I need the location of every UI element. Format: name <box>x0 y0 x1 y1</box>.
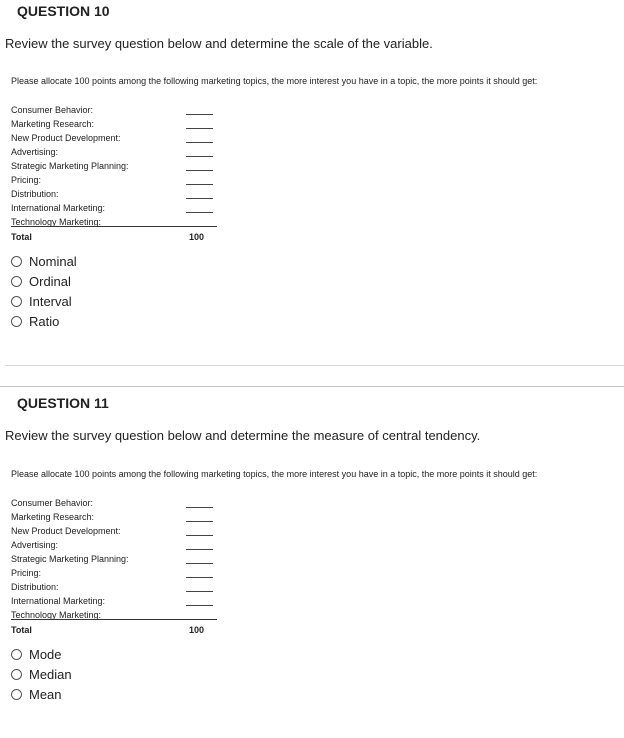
points-blank <box>186 210 213 213</box>
table-row <box>11 117 217 131</box>
table-row <box>11 580 217 594</box>
total-label: Total <box>11 232 32 242</box>
section-divider <box>5 365 624 366</box>
table-row <box>11 524 217 538</box>
topic-label: International Marketing: <box>11 596 106 606</box>
option-ordinal[interactable] <box>11 272 71 290</box>
topic-label: Pricing: <box>11 568 42 578</box>
topic-label: Advertising: <box>11 540 59 550</box>
topic-label: Distribution: <box>11 189 59 199</box>
points-blank <box>186 575 213 578</box>
topic-label: New Product Development: <box>11 133 121 143</box>
table-row <box>11 552 217 566</box>
topic-label: New Product Development: <box>11 526 121 536</box>
topic-label: Marketing Research: <box>11 119 95 129</box>
option-label: Nominal <box>29 253 77 269</box>
points-blank <box>186 561 213 564</box>
table-row <box>11 131 217 145</box>
points-blank <box>186 589 213 592</box>
radio-button[interactable] <box>11 256 22 267</box>
topic-label: Strategic Marketing Planning: <box>11 161 129 171</box>
points-blank <box>186 519 213 522</box>
table-row <box>11 566 217 580</box>
topic-label: Technology Marketing: <box>11 610 102 620</box>
table-row <box>11 594 217 608</box>
question-10-instruction: Please allocate 100 points among the following marketing topics, the more interest you have in a topic, the more points it should get: <box>11 76 538 86</box>
total-label: Total <box>11 625 32 635</box>
table-row <box>11 159 217 173</box>
option-ratio[interactable] <box>11 312 59 330</box>
radio-button[interactable] <box>11 316 22 327</box>
option-label: Interval <box>29 293 72 309</box>
table-row <box>11 187 217 201</box>
option-mean[interactable] <box>11 685 62 703</box>
question-10-prompt: Review the survey question below and determine the scale of the variable. <box>5 36 433 51</box>
table-row <box>11 145 217 159</box>
total-divider <box>11 226 217 227</box>
table-row <box>11 103 217 117</box>
table-row <box>11 496 217 510</box>
option-label: Median <box>29 666 72 682</box>
question-11-instruction: Please allocate 100 points among the following marketing topics, the more interest you have in a topic, the more points it should get: <box>11 469 538 479</box>
total-divider <box>11 619 217 620</box>
table-row <box>11 538 217 552</box>
points-blank <box>186 112 213 115</box>
option-median[interactable] <box>11 665 72 683</box>
radio-button[interactable] <box>11 276 22 287</box>
topic-label: Pricing: <box>11 175 42 185</box>
points-blank <box>186 196 213 199</box>
option-nominal[interactable] <box>11 252 77 270</box>
total-value: 100 <box>189 232 205 242</box>
table-row <box>11 173 217 187</box>
topic-label: Consumer Behavior: <box>11 498 94 508</box>
option-mode[interactable] <box>11 645 62 663</box>
points-blank <box>186 168 213 171</box>
total-value: 100 <box>189 625 205 635</box>
question-10-points-table <box>11 103 217 244</box>
total-row <box>11 230 217 244</box>
question-divider <box>0 386 624 387</box>
topic-label: Technology Marketing: <box>11 217 102 227</box>
question-11-points-table <box>11 496 217 637</box>
points-blank <box>186 533 213 536</box>
topic-label: Advertising: <box>11 147 59 157</box>
question-11-title: QUESTION 11 <box>17 395 109 411</box>
table-row <box>11 510 217 524</box>
question-11-prompt: Review the survey question below and determine the measure of central tendency. <box>5 428 481 443</box>
option-label: Ordinal <box>29 273 71 289</box>
topic-label: Strategic Marketing Planning: <box>11 554 129 564</box>
topic-label: Distribution: <box>11 582 59 592</box>
radio-button[interactable] <box>11 296 22 307</box>
topic-label: Marketing Research: <box>11 512 95 522</box>
table-row <box>11 201 217 215</box>
option-label: Mean <box>29 686 62 702</box>
total-row <box>11 623 217 637</box>
option-interval[interactable] <box>11 292 72 310</box>
points-blank <box>186 505 213 508</box>
radio-button[interactable] <box>11 689 22 700</box>
topic-label: International Marketing: <box>11 203 106 213</box>
points-blank <box>186 182 213 185</box>
points-blank <box>186 154 213 157</box>
question-10-title: QUESTION 10 <box>17 3 110 19</box>
points-blank <box>186 547 213 550</box>
points-blank <box>186 603 213 606</box>
radio-button[interactable] <box>11 669 22 680</box>
topic-label: Consumer Behavior: <box>11 105 94 115</box>
points-blank <box>186 126 213 129</box>
radio-button[interactable] <box>11 649 22 660</box>
option-label: Mode <box>29 646 62 662</box>
points-blank <box>186 140 213 143</box>
option-label: Ratio <box>29 313 60 329</box>
